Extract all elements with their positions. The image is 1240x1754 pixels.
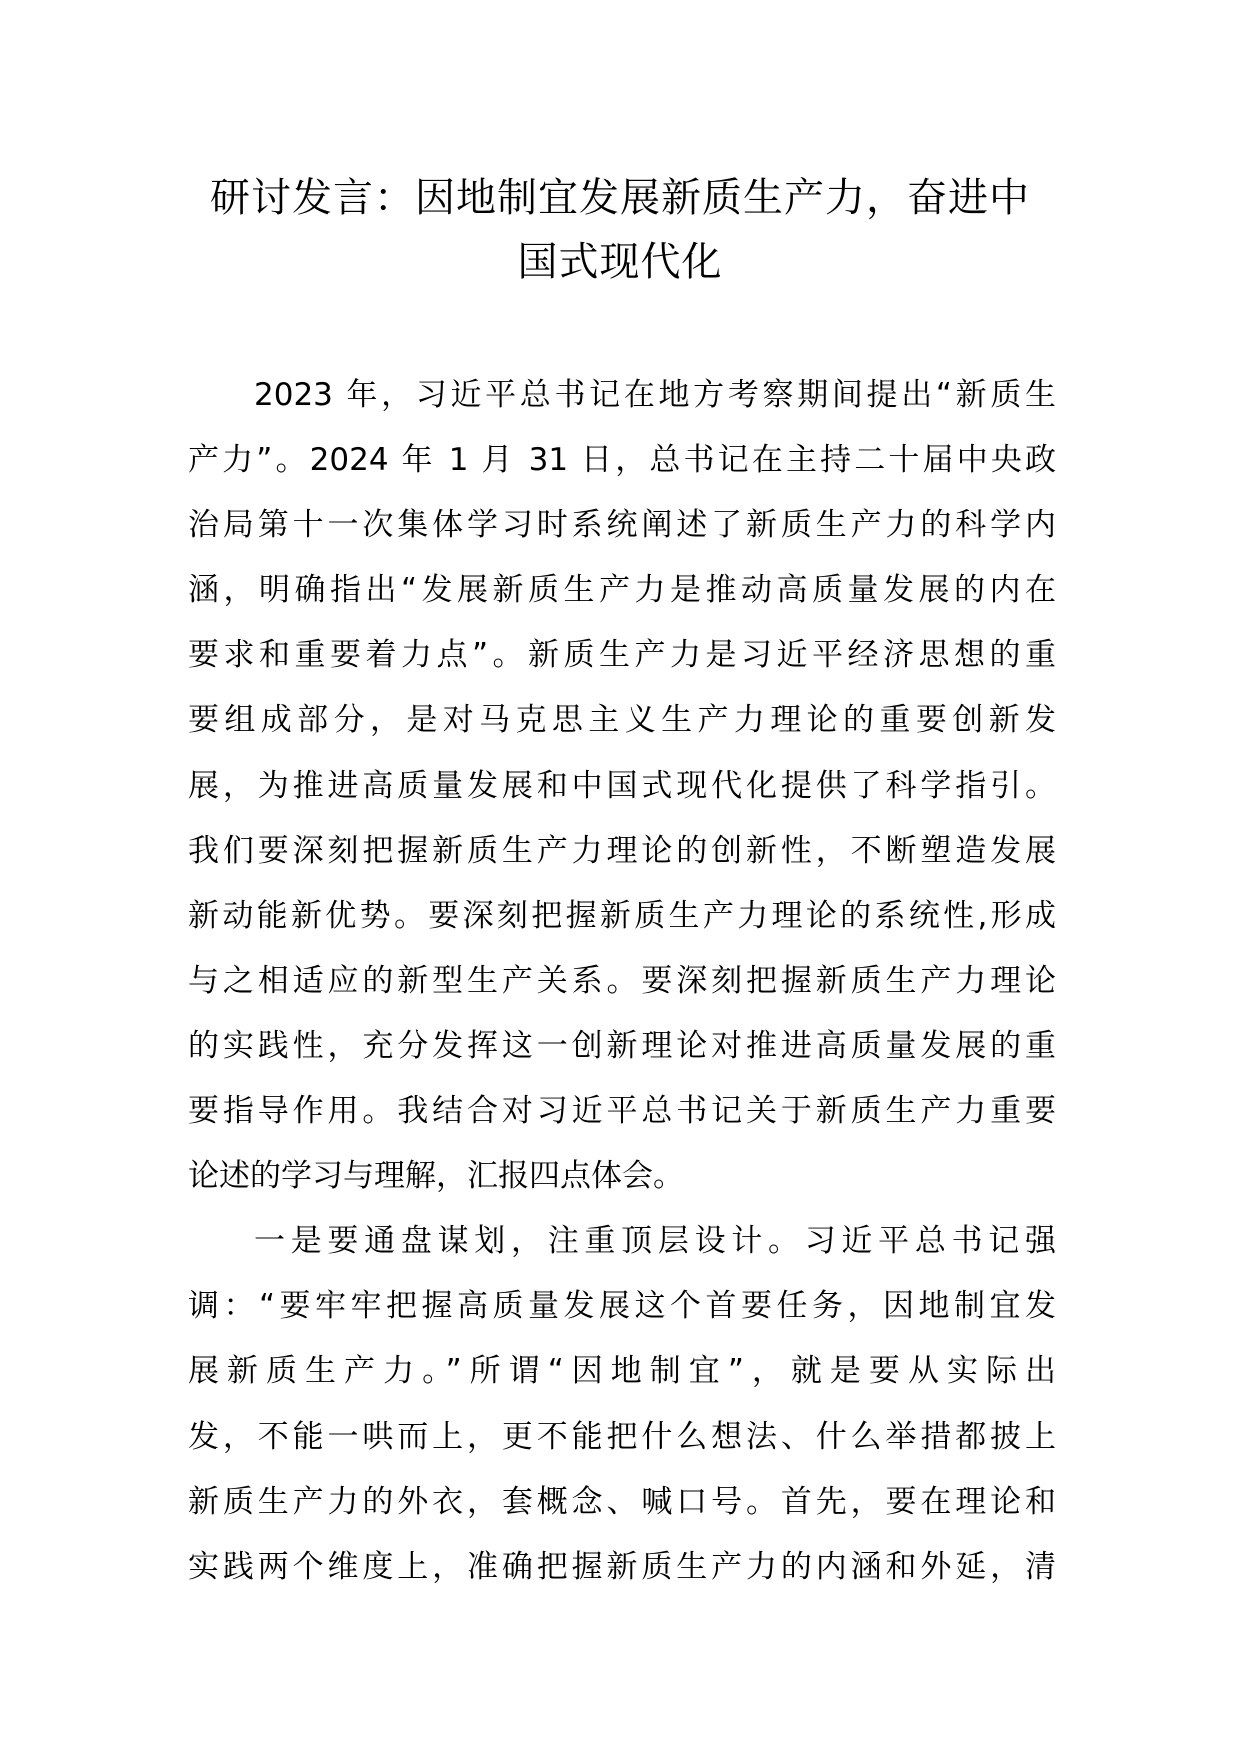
title-line-2: 国式现代化	[517, 239, 723, 285]
text-line: 展，为推进高质量发展和中国式现代化提供了科学指引。	[188, 767, 1056, 804]
paragraph-intro	[188, 363, 1056, 1209]
title-line-1: 研讨发言：因地制宜发展新质生产力，奋进中	[210, 175, 1030, 221]
text-line: 的实践性，充分发挥这一创新理论对推进高质量发展的重	[188, 1027, 1056, 1064]
text-line: 新动能新优势。要深刻把握新质生产力理论的系统性,形成	[188, 897, 1056, 934]
text-line: 实践两个维度上，准确把握新质生产力的内涵和外延，清	[188, 1548, 1056, 1585]
text-line: 要指导作用。我结合对习近平总书记关于新质生产力重要	[188, 1093, 1056, 1130]
document-title	[150, 166, 1090, 294]
text-line: 涵，明确指出“发展新质生产力是推动高质量发展的内在	[188, 572, 1056, 609]
document-body	[188, 363, 1056, 1600]
text-line: 我们要深刻把握新质生产力理论的创新性，不断塑造发展	[188, 832, 1056, 869]
text-line: 要组成部分，是对马克思主义生产力理论的重要创新发	[188, 702, 1056, 739]
text-line: 产力”。2024 年 1 月 31 日，总书记在主持二十届中央政	[188, 442, 1056, 479]
text-line: 新质生产力的外衣，套概念、喊口号。首先，要在理论和	[188, 1483, 1056, 1520]
paragraph-point-one	[188, 1209, 1056, 1600]
text-line: 调：“要牢牢把握高质量发展这个首要任务，因地制宜发	[188, 1288, 1056, 1325]
text-line: 2023 年，习近平总书记在地方考察期间提出“新质生	[254, 377, 1056, 413]
text-line: 要求和重要着力点”。新质生产力是习近平经济思想的重	[188, 637, 1056, 674]
text-line: 展新质生产力。”所谓“因地制宜”，就是要从实际出	[188, 1353, 1056, 1390]
text-line: 治局第十一次集体学习时系统阐述了新质生产力的科学内	[188, 507, 1056, 544]
text-line: 一是要通盘谋划，注重顶层设计。习近平总书记强	[254, 1223, 1056, 1260]
text-line: 论述的学习与理解，汇报四点体会。	[188, 1158, 684, 1195]
text-line: 与之相适应的新型生产关系。要深刻把握新质生产力理论	[188, 962, 1056, 999]
text-line: 发，不能一哄而上，更不能把什么想法、什么举措都披上	[188, 1418, 1056, 1455]
